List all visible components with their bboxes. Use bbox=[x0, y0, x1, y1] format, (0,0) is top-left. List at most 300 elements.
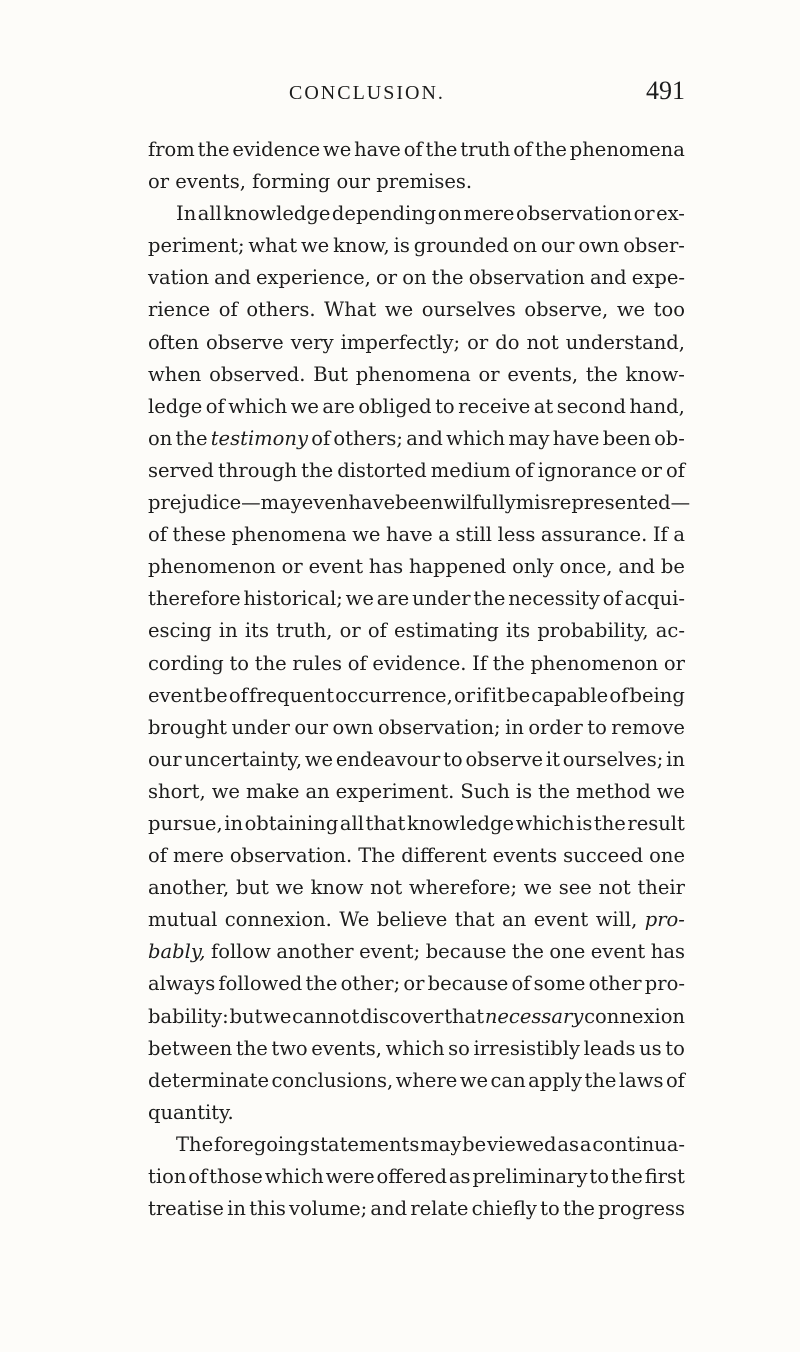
word: another, bbox=[148, 876, 230, 900]
word: of bbox=[609, 683, 629, 707]
word: has bbox=[650, 940, 685, 964]
word: other bbox=[588, 972, 642, 996]
word: in bbox=[227, 1197, 246, 1221]
text-line bbox=[148, 904, 685, 936]
word: the bbox=[538, 779, 571, 803]
word: or bbox=[403, 972, 425, 996]
word: ob- bbox=[654, 426, 685, 450]
word: If bbox=[472, 651, 488, 675]
text-line bbox=[148, 712, 685, 744]
word: pursue, bbox=[148, 811, 223, 835]
page-header bbox=[148, 76, 685, 116]
word: may bbox=[508, 426, 550, 450]
word: viewed bbox=[487, 1132, 557, 1156]
word: know, bbox=[333, 234, 390, 258]
word: once, bbox=[559, 555, 613, 579]
word: events, bbox=[311, 1036, 382, 1060]
word: in bbox=[505, 715, 524, 739]
word: not bbox=[370, 876, 403, 900]
word: know bbox=[310, 876, 364, 900]
word: often bbox=[148, 330, 199, 354]
text-line bbox=[148, 230, 685, 262]
word: we bbox=[323, 138, 352, 161]
word: of bbox=[514, 458, 534, 482]
word: event bbox=[590, 940, 646, 964]
word: which bbox=[264, 1165, 324, 1188]
text-line bbox=[148, 1033, 685, 1065]
word: a bbox=[438, 523, 450, 547]
word: the bbox=[584, 1068, 617, 1092]
word: probability, bbox=[537, 619, 649, 643]
text-line bbox=[148, 680, 685, 712]
word: we bbox=[352, 523, 381, 547]
word: estimating bbox=[394, 619, 499, 643]
word: premises. bbox=[376, 170, 473, 194]
word: ex- bbox=[656, 202, 685, 226]
text-line bbox=[148, 840, 685, 872]
word: continua- bbox=[592, 1132, 685, 1156]
word: of bbox=[511, 972, 531, 996]
word: less bbox=[497, 523, 536, 547]
word: is bbox=[515, 779, 533, 803]
word: event; bbox=[359, 940, 421, 964]
word: in bbox=[224, 811, 244, 835]
word: The bbox=[358, 844, 396, 868]
word: which bbox=[385, 1036, 445, 1060]
word: others. bbox=[246, 298, 316, 322]
word: on bbox=[437, 202, 463, 226]
word: the bbox=[593, 811, 626, 835]
word: phenomena bbox=[569, 138, 685, 161]
word: the bbox=[235, 1036, 268, 1060]
text-line bbox=[148, 968, 685, 1000]
word: we bbox=[345, 587, 374, 611]
word: knowledge bbox=[223, 202, 331, 226]
word: endeavour bbox=[335, 747, 441, 771]
word: the bbox=[473, 587, 506, 611]
word: But bbox=[313, 362, 348, 386]
word: the bbox=[535, 138, 567, 161]
word: a bbox=[579, 1132, 592, 1156]
word: the bbox=[197, 138, 230, 161]
word: in bbox=[218, 619, 238, 643]
word: make bbox=[245, 779, 300, 803]
word: and bbox=[589, 266, 627, 290]
word: of bbox=[205, 394, 225, 418]
word: method bbox=[576, 779, 651, 803]
word: hand, bbox=[629, 394, 685, 418]
word: even bbox=[301, 491, 349, 515]
word: of bbox=[665, 1068, 685, 1092]
word: we bbox=[523, 876, 553, 900]
word: event bbox=[533, 908, 589, 932]
word: two bbox=[271, 1036, 308, 1060]
word: wherefore; bbox=[409, 876, 518, 900]
word: own bbox=[578, 234, 620, 258]
word: is bbox=[576, 811, 593, 835]
word: to bbox=[435, 394, 455, 418]
word: observation bbox=[515, 202, 633, 226]
word: not bbox=[526, 330, 559, 354]
word: the bbox=[175, 426, 208, 450]
word: which bbox=[228, 394, 288, 418]
text-line bbox=[148, 487, 691, 519]
word: escing bbox=[148, 619, 212, 643]
word: an bbox=[305, 779, 330, 803]
word: our bbox=[336, 170, 371, 194]
text-line bbox=[148, 1001, 685, 1033]
word: their bbox=[637, 876, 685, 900]
word: through bbox=[218, 458, 298, 482]
word: and bbox=[370, 1197, 408, 1221]
word: bability: bbox=[148, 1004, 229, 1028]
text-line bbox=[148, 936, 685, 968]
word: but bbox=[235, 876, 269, 900]
word: to bbox=[443, 747, 463, 771]
word: those bbox=[209, 1165, 263, 1188]
text-line bbox=[148, 583, 685, 615]
text-line bbox=[148, 519, 685, 551]
word: have bbox=[552, 426, 600, 450]
text-line bbox=[148, 391, 685, 423]
word: our bbox=[540, 234, 575, 258]
word: the bbox=[610, 1165, 643, 1188]
text-line bbox=[148, 648, 685, 680]
word: event bbox=[308, 555, 364, 579]
word: irresistibly bbox=[473, 1036, 580, 1060]
word: can bbox=[490, 1068, 526, 1092]
word: discover bbox=[360, 1004, 444, 1028]
word: expe- bbox=[631, 266, 685, 290]
word: observation bbox=[468, 266, 585, 290]
word: at bbox=[533, 394, 554, 418]
word: understand, bbox=[565, 330, 685, 354]
text-line bbox=[148, 359, 685, 391]
word: observed. bbox=[209, 362, 306, 386]
word: if bbox=[476, 683, 490, 707]
word: quantity. bbox=[148, 1100, 234, 1124]
word: preliminary bbox=[472, 1165, 588, 1188]
text-line bbox=[148, 1097, 685, 1129]
word: laws bbox=[618, 1068, 664, 1092]
word: which bbox=[515, 811, 575, 835]
word: has bbox=[368, 555, 404, 579]
word: to bbox=[589, 1165, 609, 1188]
word: and bbox=[214, 266, 251, 290]
word: observe bbox=[205, 330, 284, 354]
word: rules bbox=[292, 651, 343, 675]
word: have bbox=[354, 138, 401, 161]
word: foregoing bbox=[213, 1132, 310, 1156]
word: we bbox=[263, 1004, 292, 1028]
word: because bbox=[427, 972, 509, 996]
word: the bbox=[254, 651, 287, 675]
word: or bbox=[663, 651, 685, 675]
word: statements bbox=[310, 1132, 420, 1156]
text-line bbox=[148, 615, 685, 647]
word: phenomena bbox=[355, 362, 471, 386]
word: of bbox=[188, 1165, 208, 1188]
word: been bbox=[395, 491, 444, 515]
word: obliged bbox=[358, 394, 432, 418]
word: obtaining bbox=[244, 811, 339, 835]
word: we bbox=[275, 876, 304, 900]
word: have bbox=[385, 523, 433, 547]
word: will, bbox=[595, 908, 638, 932]
text-line bbox=[148, 551, 685, 583]
word: prejudice—may bbox=[148, 491, 302, 515]
word: of bbox=[602, 587, 622, 611]
word: mutual bbox=[148, 908, 218, 932]
text-line bbox=[148, 1193, 685, 1225]
word: forming bbox=[252, 170, 331, 194]
word: mere bbox=[172, 844, 224, 868]
word: medium bbox=[430, 458, 511, 482]
word: of bbox=[403, 138, 423, 161]
word: our bbox=[294, 715, 329, 739]
text-line bbox=[148, 1129, 685, 1161]
word: connexion bbox=[584, 1004, 685, 1028]
word: What bbox=[324, 298, 377, 322]
word: us bbox=[639, 1036, 662, 1060]
word: truth, bbox=[276, 619, 333, 643]
word: happened bbox=[408, 555, 507, 579]
word: are bbox=[376, 587, 410, 611]
word: pro- bbox=[644, 972, 685, 996]
word: imperfectly; bbox=[340, 330, 461, 354]
word: tion bbox=[148, 1165, 187, 1188]
word: or bbox=[640, 458, 662, 482]
word: too bbox=[653, 298, 685, 322]
word: phenomena bbox=[231, 523, 347, 547]
word: from bbox=[148, 138, 195, 161]
word: the bbox=[425, 138, 458, 161]
word: on bbox=[148, 426, 173, 450]
text-line bbox=[148, 134, 685, 166]
word: be bbox=[660, 555, 685, 579]
word: rience bbox=[148, 298, 211, 322]
word: we bbox=[300, 234, 330, 258]
word: an bbox=[502, 908, 527, 932]
word: capable bbox=[531, 683, 609, 707]
word: leads bbox=[583, 1036, 636, 1060]
word: other; bbox=[340, 972, 401, 996]
word: that bbox=[444, 1004, 485, 1028]
word: the bbox=[431, 266, 464, 290]
word: knowledge bbox=[406, 811, 515, 835]
word: one bbox=[549, 940, 586, 964]
word: or bbox=[633, 202, 655, 226]
word: been bbox=[602, 426, 651, 450]
italic-word: pro- bbox=[644, 908, 685, 932]
word: the bbox=[562, 1197, 595, 1221]
word: is bbox=[393, 234, 410, 258]
italic-word: necessary bbox=[484, 1004, 584, 1028]
word: ignorance bbox=[537, 458, 637, 482]
word: frequent bbox=[249, 683, 335, 707]
word: apply bbox=[528, 1068, 582, 1092]
word: brought bbox=[148, 715, 227, 739]
word: volume; bbox=[289, 1197, 368, 1221]
word: chiefly bbox=[471, 1197, 537, 1221]
word: In bbox=[176, 202, 197, 226]
word: of bbox=[347, 651, 367, 675]
word: or bbox=[478, 362, 500, 386]
word: have bbox=[348, 491, 396, 515]
word: very bbox=[290, 330, 334, 354]
text-line bbox=[148, 294, 685, 326]
word: succeed bbox=[563, 844, 644, 868]
word: event bbox=[148, 683, 203, 707]
word: do bbox=[495, 330, 520, 354]
word: or bbox=[453, 683, 476, 707]
word: in bbox=[666, 747, 685, 771]
word: observe, bbox=[524, 298, 609, 322]
word: under bbox=[231, 715, 290, 739]
word: to bbox=[540, 1197, 560, 1221]
word: to bbox=[229, 651, 250, 675]
word: only bbox=[512, 555, 554, 579]
word: it bbox=[545, 747, 560, 771]
word: of bbox=[311, 426, 331, 450]
word: ac- bbox=[655, 619, 685, 643]
word: we bbox=[304, 747, 334, 771]
word: be bbox=[506, 683, 531, 707]
text-line bbox=[148, 262, 685, 294]
word: always bbox=[148, 972, 216, 996]
word: the bbox=[301, 458, 334, 482]
word: short, bbox=[148, 779, 206, 803]
word: to bbox=[587, 715, 607, 739]
word: distorted bbox=[337, 458, 427, 482]
word: some bbox=[533, 972, 586, 996]
word: under bbox=[412, 587, 471, 611]
word: may bbox=[420, 1132, 462, 1156]
word: second bbox=[556, 394, 626, 418]
running-title: CONCLUSION. bbox=[289, 82, 445, 104]
word: observation. bbox=[229, 844, 353, 868]
word: relate bbox=[410, 1197, 469, 1221]
word: phenomenon bbox=[530, 651, 659, 675]
word: progress bbox=[598, 1197, 685, 1221]
word: the bbox=[305, 972, 338, 996]
word: when bbox=[148, 362, 202, 386]
word: see bbox=[558, 876, 592, 900]
word: or bbox=[281, 555, 303, 579]
word: evidence. bbox=[372, 651, 467, 675]
word: another bbox=[276, 940, 354, 964]
word: depending bbox=[331, 202, 437, 226]
word: misrepresented— bbox=[515, 491, 691, 515]
word: own bbox=[332, 715, 374, 739]
text-line bbox=[148, 1161, 685, 1193]
word: events, bbox=[507, 362, 579, 386]
word: of bbox=[513, 138, 533, 161]
text-line bbox=[148, 423, 685, 455]
word: followed bbox=[218, 972, 303, 996]
page-number: 491 bbox=[646, 76, 685, 105]
word: periment; bbox=[148, 234, 245, 258]
text-line bbox=[148, 455, 685, 487]
word: one bbox=[649, 844, 685, 868]
italic-word: bably, bbox=[148, 940, 206, 964]
word: of bbox=[148, 844, 167, 868]
word: of bbox=[148, 523, 167, 547]
word: served bbox=[148, 458, 214, 482]
word: or bbox=[467, 330, 489, 354]
word: because bbox=[425, 940, 507, 964]
word: different bbox=[401, 844, 487, 868]
word: which bbox=[446, 426, 506, 450]
word: our bbox=[148, 747, 182, 771]
word: these bbox=[172, 523, 226, 547]
word: the bbox=[492, 651, 525, 675]
word: observation; bbox=[377, 715, 501, 739]
word: receive bbox=[458, 394, 531, 418]
word: evidence bbox=[232, 138, 321, 161]
word: being bbox=[629, 683, 685, 707]
word: historical; bbox=[243, 587, 343, 611]
text-line bbox=[148, 744, 685, 776]
word: obser- bbox=[623, 234, 685, 258]
word: be bbox=[203, 683, 228, 707]
word: that bbox=[454, 908, 495, 932]
word: on bbox=[512, 234, 538, 258]
word: we bbox=[656, 779, 685, 803]
word: determinate bbox=[148, 1068, 270, 1092]
word: result bbox=[627, 811, 685, 835]
word: still bbox=[455, 523, 493, 547]
word: wilfully bbox=[443, 491, 516, 515]
text-line bbox=[148, 808, 685, 840]
word: that bbox=[365, 811, 406, 835]
word: offered bbox=[376, 1165, 448, 1188]
word: to bbox=[665, 1036, 685, 1060]
word: or bbox=[148, 170, 170, 194]
word: of bbox=[666, 458, 685, 482]
word: so bbox=[448, 1036, 470, 1060]
word: be bbox=[462, 1132, 487, 1156]
word: experience, bbox=[255, 266, 371, 290]
word: therefore bbox=[148, 587, 241, 611]
word: occurrence, bbox=[335, 683, 453, 707]
word: we bbox=[616, 298, 646, 322]
word: were bbox=[325, 1165, 375, 1188]
word: not bbox=[598, 876, 631, 900]
word: If bbox=[652, 523, 668, 547]
word: it bbox=[490, 683, 505, 707]
word: assurance. bbox=[540, 523, 648, 547]
word: believe bbox=[376, 908, 448, 932]
word: we bbox=[459, 1068, 489, 1092]
word: cording bbox=[148, 651, 224, 675]
word: what bbox=[248, 234, 298, 258]
word: Such bbox=[460, 779, 510, 803]
word: mere bbox=[463, 202, 515, 226]
word: and bbox=[406, 426, 443, 450]
word: truth bbox=[460, 138, 511, 161]
word: or bbox=[376, 266, 398, 290]
word: on bbox=[402, 266, 427, 290]
word: phenomenon bbox=[148, 555, 276, 579]
text-line bbox=[148, 872, 685, 904]
word: its bbox=[244, 619, 269, 643]
word: as bbox=[557, 1132, 580, 1156]
word: treatise bbox=[148, 1197, 224, 1221]
word: order bbox=[528, 715, 583, 739]
word: but bbox=[229, 1004, 263, 1028]
word: of bbox=[228, 683, 248, 707]
